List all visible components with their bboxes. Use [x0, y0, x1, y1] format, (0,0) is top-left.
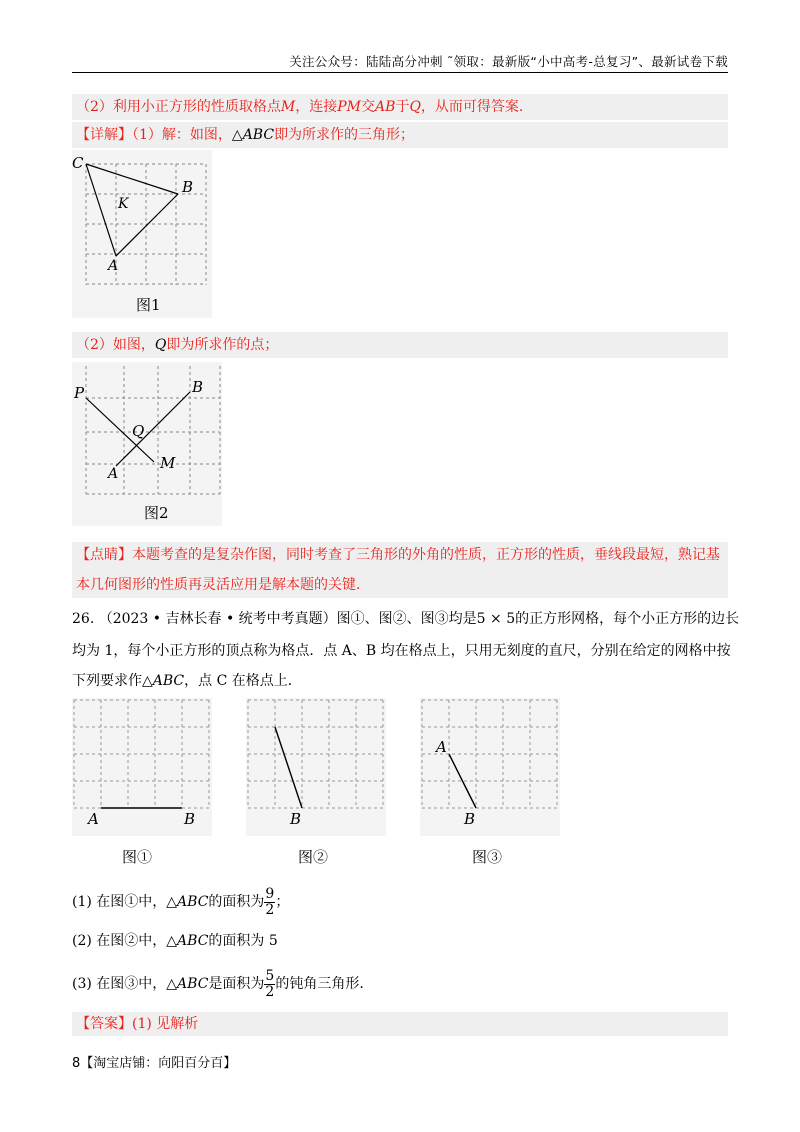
comment-line-2: 本几何图形的性质再灵活应用是解本题的关键. — [76, 577, 361, 593]
grid-1-caption: 图① — [122, 848, 153, 866]
footer-text: 【淘宝店铺：向阳百分百】 — [80, 1056, 237, 1071]
page-header: 关注公众号：陆陆高分冲刺 ˜领取：最新版“小中高考-总复习”、最新试卷下载 — [289, 54, 728, 69]
label-B: B — [184, 810, 196, 828]
grid-3 — [420, 698, 560, 836]
header-rule — [72, 72, 728, 73]
figure-2 — [72, 362, 222, 526]
grid-2 — [246, 698, 386, 836]
detail-line: 【详解】（1）解：如图，△ABC即为所求作的三角形； — [76, 127, 415, 143]
label-Q: Q — [132, 422, 145, 440]
fraction-5-2: $\frac{5}{2}$ — [265, 967, 275, 1000]
page-footer — [72, 1052, 236, 1071]
q26-line-1: 26. （2023 • 吉林长春 • 统考中考真题）图①、图②、图③均是5 × 5的正方形网格，每个小正方形的边长 — [72, 611, 740, 627]
fraction-9-2: $\frac{9}{2}$ — [265, 885, 275, 918]
sub-question-3: (3) 在图③中，△ABC是面积为 $\frac{5}{2}$ 的钝角三角形. — [72, 967, 364, 1000]
label-M: M — [160, 454, 176, 472]
comment-line-1: 【点睛】本题考查的是复杂作图，同时考查了三角形的外角的性质，正方形的性质，垂线段最短，熟记基 — [76, 547, 720, 563]
segment-AB — [116, 392, 190, 466]
label-B: B — [464, 810, 476, 828]
figure-2-caption: 图2 — [144, 504, 169, 522]
figure-1 — [72, 150, 212, 318]
label-K: K — [118, 196, 129, 212]
grid-2-caption: 图② — [298, 848, 329, 866]
grid-3-diagram — [420, 698, 560, 836]
label-B: B — [182, 178, 194, 196]
grid-3-caption: 图③ — [472, 848, 503, 866]
label-A: A — [108, 466, 119, 482]
sub-question-1: (1) 在图①中，△ABC的面积为 $\frac{9}{2}$ ； — [72, 885, 290, 918]
label-B: B — [290, 810, 302, 828]
part2-hint: （2）利用小正方形的性质取格点M，连接PM交AB于Q，从而可得答案. — [76, 99, 524, 115]
q26-line-3: 下列要求作△ABC，点 C 在格点上． — [72, 673, 302, 689]
label-A: A — [88, 810, 99, 828]
label-C: C — [72, 154, 84, 172]
figure-1-caption: 图1 — [136, 296, 161, 314]
sub-question-2: (2) 在图②中，△ABC的面积为 5 — [72, 933, 278, 949]
side-AC — [86, 164, 116, 256]
label-B: B — [192, 378, 204, 396]
answer-line: 【答案】(1) 见解析 — [76, 1016, 199, 1032]
segment-AB — [275, 727, 302, 808]
part2-line: （2）如图，Q即为所求作的点； — [76, 337, 279, 353]
label-P: P — [74, 384, 85, 402]
label-A: A — [436, 738, 447, 756]
grid-2-diagram — [246, 698, 386, 836]
label-A: A — [108, 258, 119, 274]
side-CB — [86, 164, 178, 194]
q26-line-2: 均为 1，每个小正方形的顶点称为格点．点 A、B 均在格点上，只用无刻度的直尺，分别在给定的网格中按 — [72, 643, 731, 659]
grid-1 — [72, 698, 212, 836]
figure-1-diagram — [72, 150, 212, 318]
page-number: 8 — [72, 1056, 81, 1071]
